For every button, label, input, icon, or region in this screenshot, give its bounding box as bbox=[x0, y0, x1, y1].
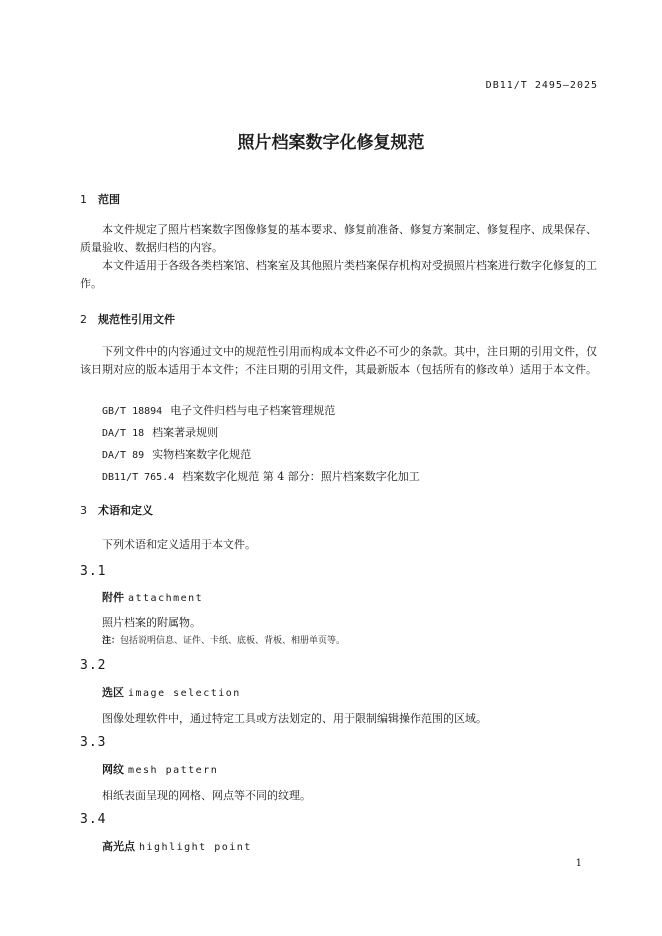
term-en: mesh pattern bbox=[128, 765, 219, 776]
reference-title: 档案著录规则 bbox=[152, 426, 219, 439]
term-definition: 相纸表面呈现的网格、网点等不同的纹理。 bbox=[102, 789, 311, 802]
reference-title: 实物档案数字化规范 bbox=[152, 448, 252, 461]
term-en: image selection bbox=[128, 688, 241, 699]
section-number: 3 bbox=[80, 504, 87, 517]
section-1-heading bbox=[80, 191, 120, 207]
term-number: 3.2 bbox=[80, 658, 107, 673]
reference-item bbox=[102, 402, 335, 418]
paragraph: 本文件适用于各级各类档案馆、档案室及其他照片类档案保存机构对受损照片档案进行数字化修复的工作。 bbox=[80, 259, 597, 290]
paragraph: 下列术语和定义适用于本文件。 bbox=[102, 538, 256, 551]
term-number: 3.4 bbox=[80, 812, 107, 827]
term-zh: 附件 bbox=[102, 591, 124, 604]
term-entry bbox=[102, 589, 203, 605]
reference-code: DB11/T 765.4 bbox=[102, 472, 175, 483]
term-en: highlight point bbox=[139, 842, 252, 853]
paragraph: 下列文件中的内容通过文中的规范性引用而构成本文件必不可少的条款。其中，注日期的引用文件，仅该日期对应的版本适用于本文件；不注日期的引用文件，其最新版本（包括所有的修改单）适用于本文件。 bbox=[80, 345, 597, 376]
term-number: 3.1 bbox=[80, 564, 107, 579]
term-definition: 图像处理软件中，通过特定工具或方法划定的、用于限制编辑操作范围的区域。 bbox=[102, 712, 487, 725]
term-zh: 选区 bbox=[102, 686, 124, 699]
reference-code: DA/T 89 bbox=[102, 450, 145, 461]
term-entry bbox=[102, 684, 241, 700]
reference-item bbox=[102, 468, 420, 484]
section-title: 规范性引用文件 bbox=[98, 313, 175, 326]
section-2-heading bbox=[80, 311, 175, 327]
page-number: 1 bbox=[575, 858, 582, 869]
section-title: 术语和定义 bbox=[98, 504, 153, 517]
document-id: DB11/T 2495—2025 bbox=[485, 80, 598, 91]
reference-item bbox=[102, 424, 218, 440]
section-number: 2 bbox=[80, 313, 87, 326]
document-title: 照片档案数字化修复规范 bbox=[237, 133, 425, 153]
reference-title: 档案数字化规范 第 4 部分：照片档案数字化加工 bbox=[182, 470, 420, 483]
reference-title: 电子文件归档与电子档案管理规范 bbox=[170, 404, 336, 417]
section-number: 1 bbox=[80, 193, 87, 206]
note-text: 包括说明信息、证件、卡纸、底板、背板、相册单页等。 bbox=[120, 636, 346, 646]
reference-item bbox=[102, 446, 251, 462]
reference-code: GB/T 18894 bbox=[102, 406, 163, 417]
term-entry bbox=[102, 761, 218, 777]
paragraph: 本文件规定了照片档案数字图像修复的基本要求、修复前准备、修复方案制定、修复程序、成果保存、质量验收、数据归档的内容。 bbox=[80, 223, 597, 254]
reference-code: DA/T 18 bbox=[102, 428, 145, 439]
term-en: attachment bbox=[128, 593, 204, 604]
term-number: 3.3 bbox=[80, 735, 107, 750]
section-title: 范围 bbox=[98, 193, 120, 206]
term-zh: 高光点 bbox=[102, 840, 135, 853]
term-entry bbox=[102, 838, 252, 854]
note-label: 注： bbox=[102, 636, 121, 646]
term-note bbox=[102, 633, 345, 646]
term-definition: 照片档案的附属物。 bbox=[102, 616, 201, 629]
section-3-heading bbox=[80, 502, 153, 518]
term-zh: 网纹 bbox=[102, 763, 124, 776]
